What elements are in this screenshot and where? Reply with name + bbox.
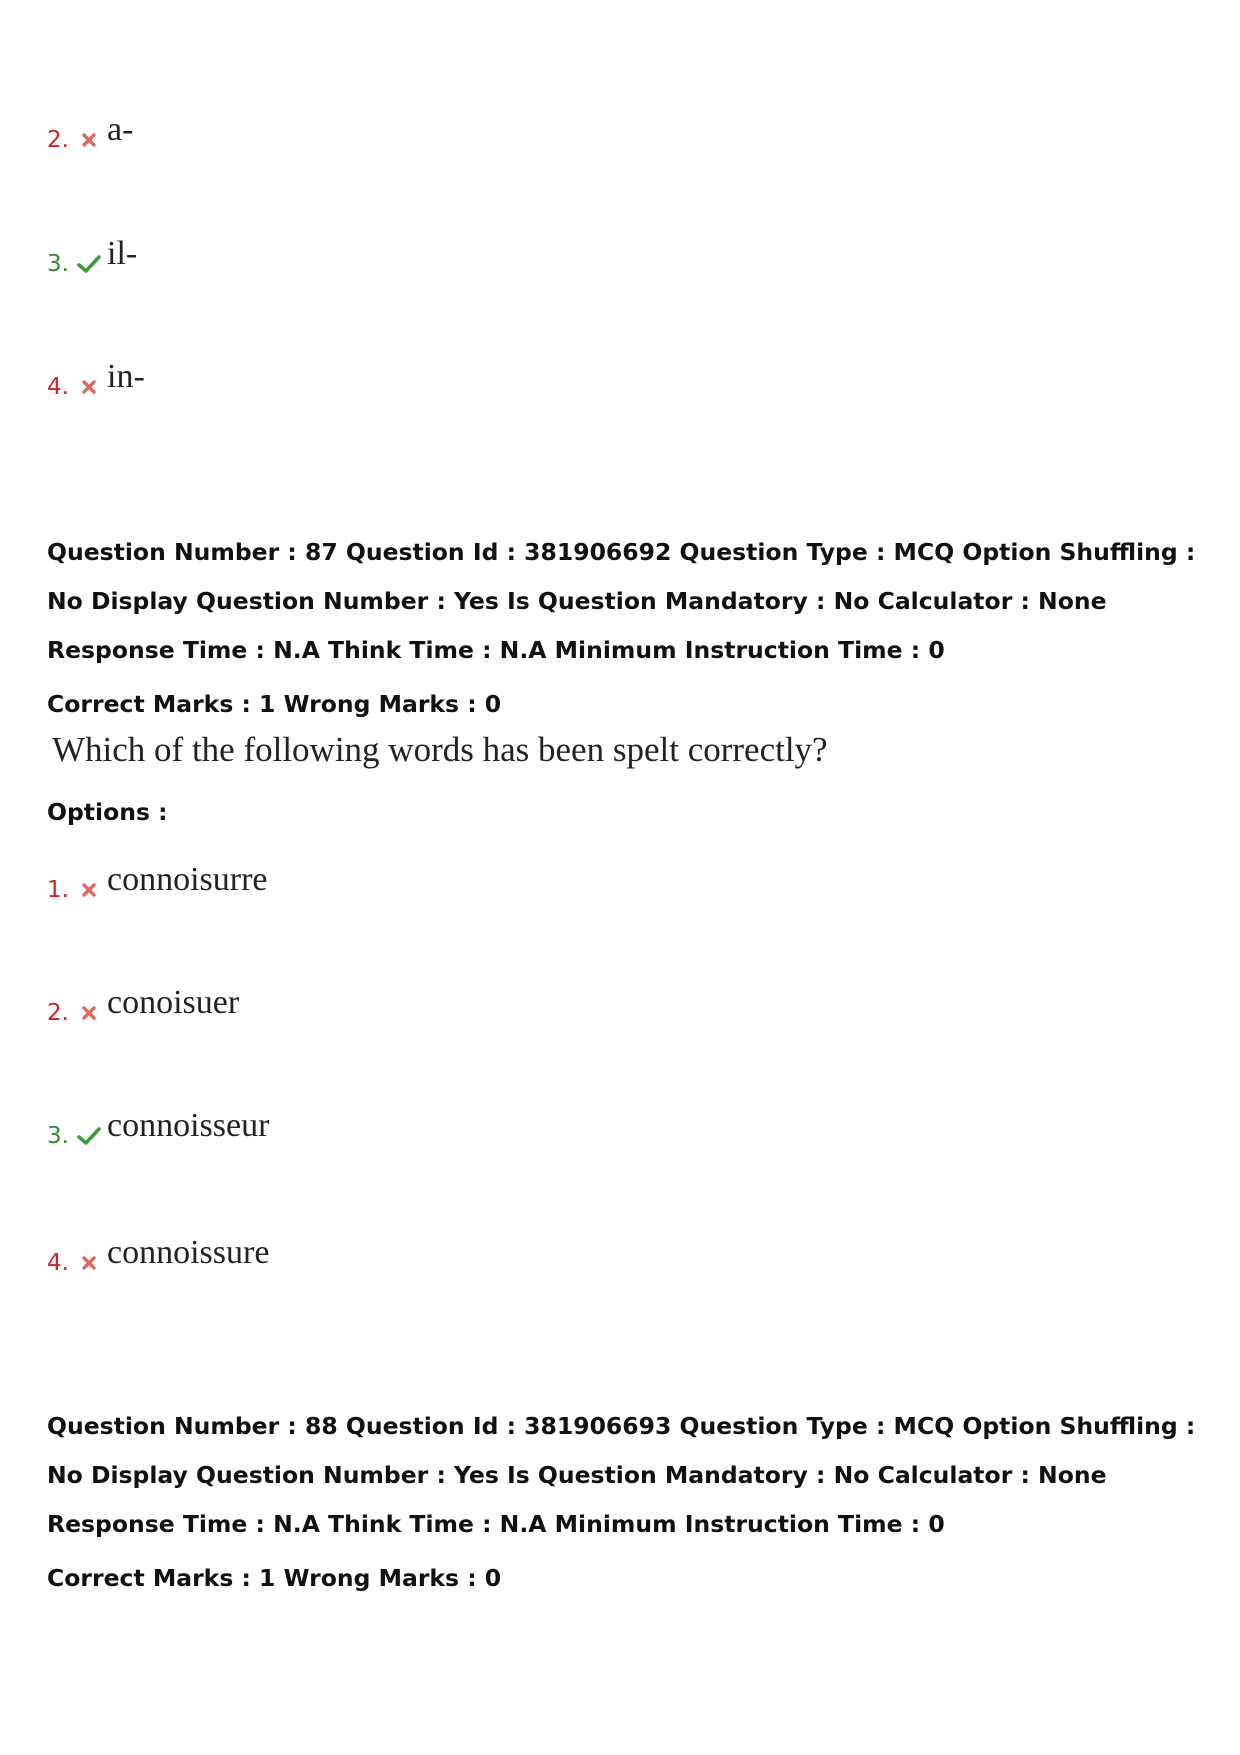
option-text: connoisseur [107, 1107, 270, 1144]
option-row [47, 227, 137, 287]
option-text: connoisurre [107, 861, 268, 898]
option-text: a- [107, 111, 134, 148]
option-row [47, 976, 239, 1036]
option-row [47, 103, 133, 163]
option-number: 4. [47, 374, 69, 400]
option-number: 2. [47, 1000, 69, 1026]
question-text-87: Which of the following words has been spelt correctly? [52, 730, 828, 769]
option-number: 3. [47, 1123, 69, 1149]
check-icon [75, 1108, 103, 1150]
marks-line-88: Correct Marks : 1 Wrong Marks : 0 [47, 1564, 502, 1592]
options-label-87: Options : [47, 798, 168, 826]
cross-icon [75, 359, 103, 401]
cross-icon [75, 862, 103, 904]
option-row [47, 350, 145, 410]
option-number: 3. [47, 251, 69, 277]
option-row [47, 853, 268, 913]
option-text: conoisuer [107, 984, 240, 1021]
check-icon [75, 236, 103, 278]
question-meta-88: Question Number : 88 Question Id : 381906693 Question Type : MCQ Option Shuffling : No Display Question Number : Yes Is Question Mandatory : No Calculator : None Response Time : N.A Think Time : N.A Minimum Instruction Time : 0 [47, 1412, 1196, 1538]
option-text: in- [107, 358, 145, 395]
option-text: connoissure [107, 1234, 270, 1271]
cross-icon [75, 985, 103, 1027]
marks-line-87: Correct Marks : 1 Wrong Marks : 0 [47, 690, 502, 718]
cross-icon [75, 1235, 103, 1277]
option-number: 4. [47, 1250, 69, 1276]
option-text: il- [107, 235, 138, 272]
option-row [47, 1099, 269, 1159]
option-row [47, 1226, 269, 1286]
option-number: 1. [47, 877, 69, 903]
question-meta-87: Question Number : 87 Question Id : 381906692 Question Type : MCQ Option Shuffling : No Display Question Number : Yes Is Question Mandatory : No Calculator : None Response Time : N.A Think Time : N.A Minimum Instruction Time : 0 [47, 538, 1196, 664]
cross-icon [75, 112, 103, 154]
option-number: 2. [47, 127, 69, 153]
